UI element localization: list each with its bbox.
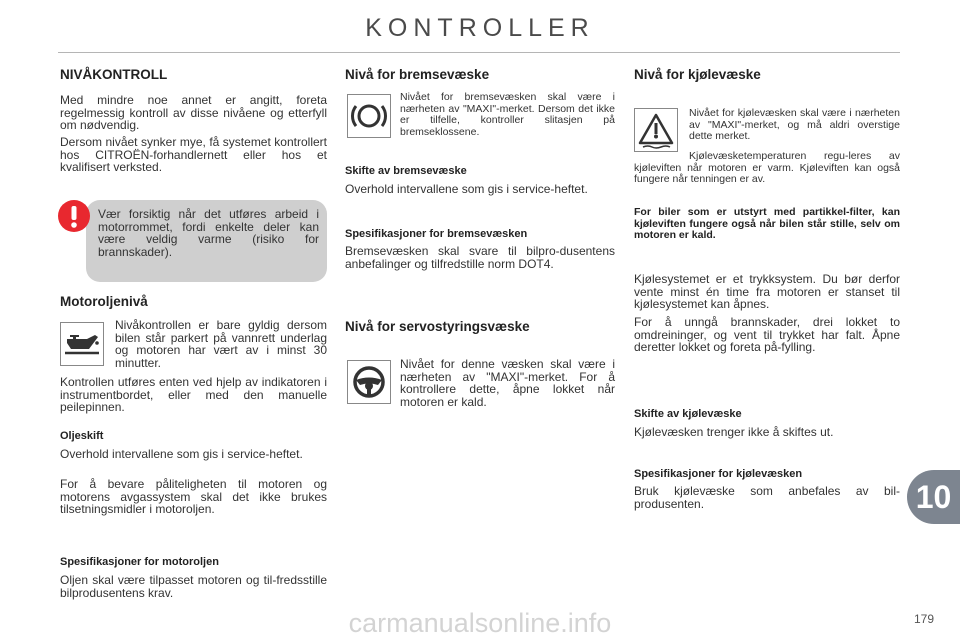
oil-level-heading: Motoroljenivå [60, 294, 148, 309]
brake-change-heading: Skifte av bremsevæske [345, 165, 467, 177]
oil-can-icon [60, 322, 104, 366]
watermark: carmanualsonline.info [348, 608, 612, 638]
coolant-spec-heading: Spesifikasjoner for kjølevæsken [634, 468, 803, 480]
brake-heading: Nivå for bremsevæske [345, 67, 490, 82]
warning-text: Vær forsiktig når det utføres arbeid i motorrommet, fordi enkelte deler kan være veldig varme (risiko for brannskader). [98, 207, 319, 259]
coolant-heading: Nivå for kjølevæske [634, 67, 761, 82]
pressure-text-1: Kjølesystemet er et trykksystem. Du bør derfor vente minst én time fra motoren er stanset til kjølesystemet kan åpnes. [634, 272, 900, 311]
steering-icon-text: Nivået for denne væsken skal være i nærheten av "MAXI"-merket. For å kontrollere dette, åpne lokket når motoren er kald. [400, 357, 615, 409]
pressure-text-2: For å unngå brannskader, drei lokket to omdreininger, og vent til trykket har falt. Åpne deretter lokket og foreta på-fylling. [634, 315, 900, 354]
warning-box [58, 200, 327, 282]
coolant-temperature-icon [634, 108, 678, 152]
brake-warning-icon [347, 94, 391, 138]
brake-icon-text: Nivået for bremsevæsken skal være i nærheten av "MAXI"-merket. Dersom det ikke er tilfelle, kontroller slitasjen på bremseklossene. [400, 91, 615, 138]
header-divider [58, 52, 900, 53]
oil-change-text-1: Overhold intervallene som gis i service-heftet. [60, 447, 303, 461]
coolant-icon-text: Nivået for kjølevæsken skal være i nærheten av "MAXI"-merket, og må aldri overstige dette merket. [689, 107, 900, 142]
brake-spec-heading: Spesifikasjoner for bremsevæsken [345, 228, 528, 240]
page-number: 179 [914, 612, 935, 626]
oil-change-heading: Oljeskift [60, 430, 104, 442]
page-title: KONTROLLER [365, 14, 595, 42]
exclamation-icon [58, 200, 90, 232]
brake-spec-text: Bremsevæsken skal svare til bilpro-dusentens anbefalinger og tilfredstille norm DOT4. [345, 244, 615, 271]
coolant-change-heading: Skifte av kjølevæske [634, 408, 742, 420]
chapter-tab: 10 [907, 470, 960, 524]
steering-heading: Nivå for servostyringsvæske [345, 319, 530, 334]
oil-icon-text: Nivåkontrollen er bare gyldig dersom bilen står parkert på vannrett underlag og motoren har vært av i minst 30 minutter. [115, 318, 327, 370]
oil-text: Kontrollen utføres enten ved hjelp av indikatoren i instrumentbordet, eller med den manuelle peilepinnen. [60, 375, 327, 414]
coolant-spec-text: Bruk kjølevæske som anbefales av bil-produsenten. [634, 484, 900, 511]
oil-spec-heading: Spesifikasjoner for motoroljen [60, 556, 219, 568]
coolant-text: Kjølevæsketemperaturen regu-leres av kjøleviften når motoren er varm. Kjøleviften kan også fungere når tenningen er av. [634, 150, 900, 185]
steering-wheel-icon [347, 360, 391, 404]
coolant-change-text: Kjølevæsken trenger ikke å skiftes ut. [634, 425, 834, 439]
intro-paragraph-1: Med mindre noe annet er angitt, foreta regelmessig kontroll av disse nivåene og etterfyll om nødvendig. [60, 93, 327, 132]
coolant-bold-text: For biler som er utstyrt med partikkel-filter, kan kjøleviften fungere også når bilen står stille, selv om motoren er kald. [634, 206, 900, 241]
oil-change-text-2: For å bevare påliteligheten til motoren og motorens avgassystem skal det ikke brukes tilsetningsmidler i motoroljen. [60, 477, 327, 516]
brake-change-text: Overhold intervallene som gis i service-heftet. [345, 182, 588, 196]
oil-spec-text: Oljen skal være tilpasset motoren og til-fredsstille bilprodusentens krav. [60, 573, 327, 600]
intro-paragraph-2: Dersom nivået synker mye, få systemet kontrollert hos CITROËN-forhandlernett eller hos et kvalifisert verksted. [60, 135, 327, 174]
section-heading: NIVÅKONTROLL [60, 67, 168, 82]
